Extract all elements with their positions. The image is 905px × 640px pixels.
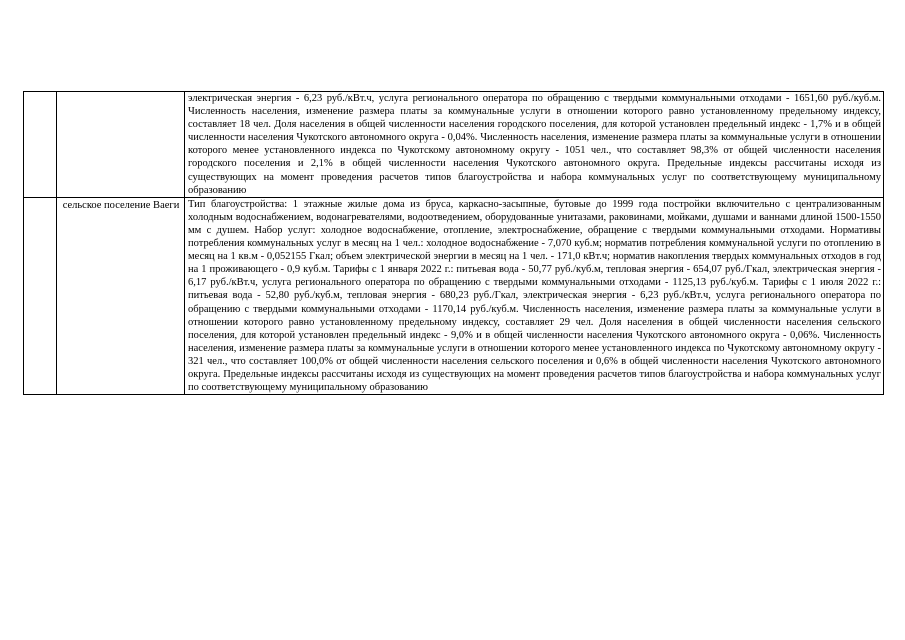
description-text: электрическая энергия - 6,23 руб./кВт.ч, услуга регионального оператора по обращению с твердыми коммунальными отходами - 1651,60 руб./куб.м. Численность населения, изменение размера платы за коммунальные услуги в отношении которого равно установленному предельному индексу, составляет 18 чел. Доля населения в общей численности населения городского поселения, для которой установлен предельный индекс - 1,7% и в общей численности населения Чукотского автономного округа - 0,04%. Численность населения, изменение размера платы за коммунальные услуги в отношении которого менее установленного индекса по Чукотскому автономному округу - 1051 чел., что составляет 98,3% от общей численности населения городского поселения и 2,1% в общей численности населения Чукотского автономного округа. Предельные индексы рассчитаны исходя из существующих на момент проведения расчетов типов благоустройства и набора коммунальных услуг по соответствующему муниципальному образованию — [188, 93, 881, 196]
row-number-cell — [24, 197, 57, 394]
table-row — [24, 197, 884, 394]
document-table — [23, 91, 884, 395]
table-row — [24, 92, 884, 198]
description-cell — [185, 197, 884, 394]
settlement-cell — [57, 92, 185, 198]
description-text: Тип благоустройства: 1 этажные жилые дома из бруса, каркасно-засыпные, бутовые до 1999 года постройки включительно с централизованным холодным водоснабжением, водонагревателями, водоотведением, оборудованные унитазами, раковинами, мойками, душами и ваннами длиной 1500-1550 мм с душем. Набор услуг: холодное водоснабжение, отопление, электроснабжение, обращение с твердыми коммунальными отходами. Нормативы потребления коммунальных услуг в месяц на 1 чел.: холодное водоснабжение - 7,070 куб.м; норматив потребления коммунальной услуги по отоплению в месяц на 1 кв.м - 0,052155 Гкал; объем электрической энергии в месяц на 1 чел. - 171,0 кВт.ч; норматив накопления твердых коммунальных отходов в год на 1 проживающего - 0,9 куб.м. Тарифы с 1 января 2022 г.: питьевая вода - 50,77 руб./куб.м, тепловая энергия - 654,07 руб./Гкал, электрическая энергия - 6,17 руб./кВт.ч, услуга регионального оператора по обращению с твердыми коммунальными отходами - 1125,13 руб./куб.м. Тарифы с 1 июля 2022 г.: питьевая вода - 52,80 руб./куб.м, тепловая энергия - 680,23 руб./Гкал, электрическая энергия - 6,23 руб./кВт.ч, услуга регионального оператора по обращению с твердыми коммунальными отходами - 1170,14 руб./куб.м. Численность населения, изменение размера платы за коммунальные услуги в отношении которого равно установленному предельному индексу, составляет 29 чел. Доля населения в общей численности населения сельского поселения, для которой установлен предельный индекс - 9,0% и в общей численности населения Чукотского автономного округа - 0,06%. Численность населения, изменение размера платы за коммунальные услуги в отношении которого менее установленного индекса по Чукотскому автономному округу - 321 чел., что составляет 100,0% от общей численности населения сельского поселения и 0,6% в общей численности населения Чукотского автономного округа. Предельные индексы рассчитаны исходя из существующих на момент проведения расчетов типов благоустройства и набора коммунальных услуг по соответствующему муниципальному образованию — [188, 198, 881, 394]
row-number-cell — [24, 92, 57, 198]
description-cell — [185, 92, 884, 198]
settlement-name: сельское поселение Ваеги — [62, 199, 180, 211]
settlement-cell — [57, 197, 185, 394]
settlement-name — [60, 92, 182, 93]
